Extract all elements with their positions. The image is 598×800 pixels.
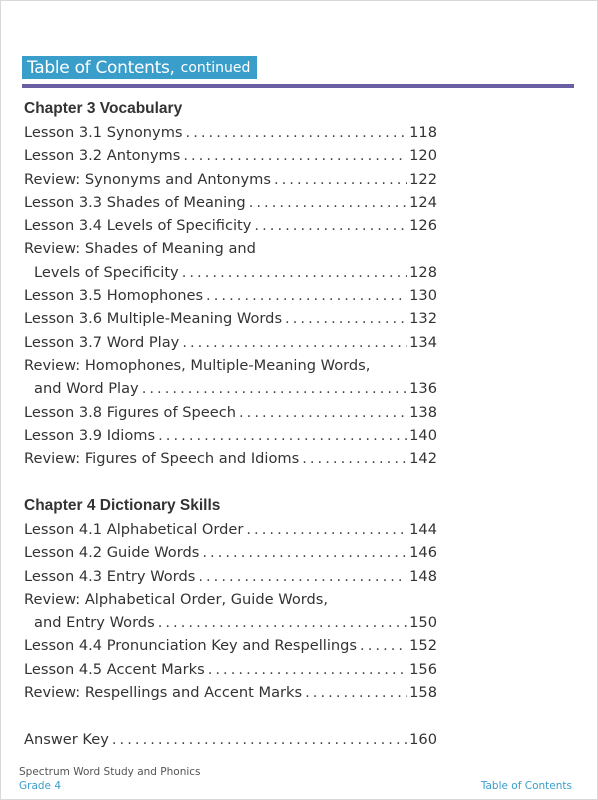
toc-entry[interactable] — [24, 565, 437, 588]
toc-entry-label: Levels of Specificity — [34, 263, 179, 281]
header-divider — [22, 84, 574, 88]
toc-entry-page: 148 — [409, 567, 437, 585]
toc-entry[interactable] — [24, 307, 437, 330]
toc-entry-page: 138 — [409, 403, 437, 421]
toc-entry-page: 150 — [409, 614, 437, 632]
toc-entry-label: Lesson 3.3 Shades of Meaning — [24, 193, 246, 211]
toc-entry-page: 160 — [409, 731, 437, 748]
toc-entry[interactable] — [24, 191, 437, 214]
toc-entry-label: Review: Shades of Meaning and — [24, 240, 256, 258]
footer-section-label: Table of Contents — [480, 780, 572, 792]
toc-entry-page: 126 — [409, 217, 437, 235]
leader-dots — [360, 634, 407, 657]
toc-entry-page: 124 — [409, 193, 437, 211]
leader-dots — [182, 261, 407, 284]
leader-dots — [202, 541, 407, 564]
toc-entry[interactable] — [24, 331, 437, 354]
toc-entry-label: Lesson 3.5 Homophones — [24, 287, 204, 305]
leader-dots — [302, 447, 407, 470]
toc-entry-label: Lesson 4.5 Accent Marks — [24, 660, 205, 678]
toc-entry-label: and Word Play — [34, 380, 139, 398]
toc-entry-page: 118 — [409, 124, 437, 141]
toc-entry-label: Lesson 3.7 Word Play — [24, 333, 180, 351]
toc-entry[interactable] — [24, 144, 437, 167]
chapter-4-heading: Chapter 4 Dictionary Skills — [24, 497, 221, 514]
toc-entry-label: Lesson 3.1 Synonyms — [24, 124, 183, 141]
toc-entry-page: 158 — [409, 684, 437, 702]
toc-header-subtitle: continued — [180, 59, 251, 76]
toc-entry-continuation[interactable] — [24, 261, 437, 284]
toc-entry-label: Lesson 4.1 Alphabetical Order — [24, 521, 244, 538]
leader-dots — [305, 681, 407, 704]
toc-entry-label: Lesson 4.2 Guide Words — [24, 544, 200, 562]
leader-dots — [254, 214, 407, 237]
toc-entry-page: 130 — [409, 287, 437, 305]
toc-entry-page: 128 — [409, 263, 437, 281]
toc-entry-label: Answer Key — [24, 731, 109, 748]
leader-dots — [183, 144, 407, 167]
toc-entry-label: Review: Synonyms and Antonyms — [24, 170, 271, 188]
toc-entry[interactable] — [24, 541, 437, 564]
leader-dots — [186, 121, 408, 144]
toc-entry[interactable] — [24, 424, 437, 447]
toc-entry[interactable] — [24, 634, 437, 657]
toc-entry-page: 122 — [409, 170, 437, 188]
leader-dots — [208, 658, 407, 681]
footer-grade: Grade 4 — [19, 780, 62, 792]
toc-entry-label: Lesson 3.6 Multiple-Meaning Words — [24, 310, 283, 328]
toc-entry[interactable] — [24, 658, 437, 681]
toc-entry[interactable] — [24, 447, 437, 470]
leader-dots — [274, 168, 407, 191]
toc-entry-label: Review: Alphabetical Order, Guide Words, — [24, 590, 328, 608]
toc-entry[interactable] — [24, 168, 437, 191]
toc-entry[interactable] — [24, 214, 437, 237]
leader-dots — [142, 377, 407, 400]
leader-dots — [249, 191, 407, 214]
chapter-3-entries — [24, 121, 437, 470]
toc-entry-label: Review: Respellings and Accent Marks — [24, 684, 303, 702]
toc-entry-page: 146 — [409, 544, 437, 562]
leader-dots — [198, 565, 407, 588]
toc-entry-label: Lesson 3.2 Antonyms — [24, 147, 181, 165]
toc-entry-page: 152 — [409, 637, 437, 655]
leader-dots — [158, 611, 407, 634]
toc-entry-first-line[interactable] — [24, 354, 437, 377]
toc-entry-label: Lesson 3.9 Idioms — [24, 426, 156, 444]
chapter-3-heading: Chapter 3 Vocabulary — [24, 100, 183, 117]
toc-entry-first-line[interactable] — [24, 237, 437, 260]
toc-entry-label: Review: Figures of Speech and Idioms — [24, 450, 300, 468]
toc-entry-label: and Entry Words — [34, 614, 155, 632]
toc-entry-page: 156 — [409, 660, 437, 678]
toc-header-title: Table of Contents, — [27, 57, 175, 78]
toc-entry-label: Lesson 4.4 Pronunciation Key and Respellings — [24, 637, 358, 655]
chapter-4-entries — [24, 518, 437, 704]
toc-entry-continuation[interactable] — [24, 377, 437, 400]
toc-entry[interactable] — [24, 121, 437, 144]
toc-entry-page: 144 — [409, 521, 437, 538]
leader-dots — [182, 331, 407, 354]
toc-entry-page: 136 — [409, 380, 437, 398]
toc-entry[interactable] — [24, 401, 437, 424]
toc-header-band — [22, 56, 257, 79]
toc-entry-first-line[interactable] — [24, 588, 437, 611]
toc-entry[interactable] — [24, 681, 437, 704]
leader-dots — [206, 284, 407, 307]
toc-entry[interactable] — [24, 518, 437, 541]
toc-entry-page: 142 — [409, 450, 437, 468]
toc-entry-page: 132 — [409, 310, 437, 328]
toc-entry-page: 134 — [409, 333, 437, 351]
leader-dots — [285, 307, 407, 330]
footer-book-info — [19, 765, 201, 793]
toc-entry-label: Lesson 3.8 Figures of Speech — [24, 403, 236, 421]
toc-entry-page: 140 — [409, 426, 437, 444]
leader-dots — [239, 401, 407, 424]
toc-entry-page: 120 — [409, 147, 437, 165]
answer-key-entry-list — [24, 728, 437, 751]
toc-entry-answer-key[interactable] — [24, 728, 437, 751]
leader-dots — [158, 424, 407, 447]
toc-entry-label: Review: Homophones, Multiple-Meaning Words, — [24, 356, 371, 374]
toc-entry-label: Lesson 3.4 Levels of Specificity — [24, 217, 252, 235]
toc-entry-label: Lesson 4.3 Entry Words — [24, 567, 196, 585]
toc-entry[interactable] — [24, 284, 437, 307]
toc-entry-continuation[interactable] — [24, 611, 437, 634]
leader-dots — [246, 518, 407, 541]
leader-dots — [112, 728, 407, 751]
footer-book-title: Spectrum Word Study and Phonics — [19, 766, 201, 778]
